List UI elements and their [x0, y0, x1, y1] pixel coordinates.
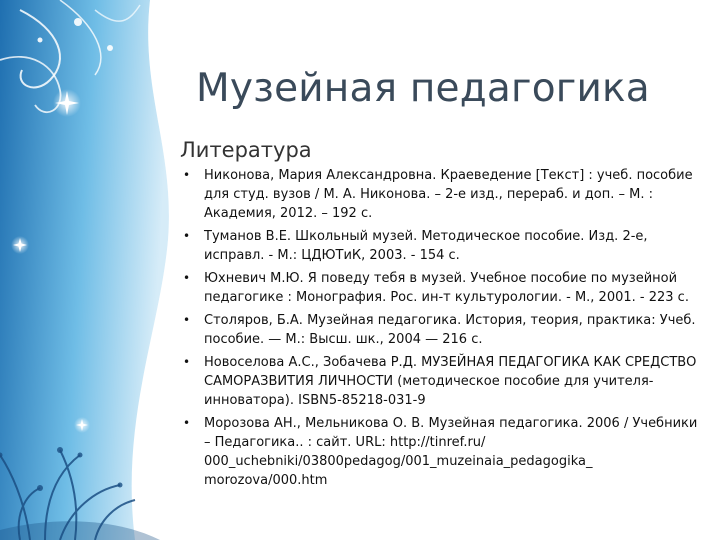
list-item: [180, 227, 700, 265]
sparkle-star-icon: [53, 89, 81, 117]
reference-list: [180, 166, 700, 494]
reference-text: Морозова АН., Мельникова О. В. Музейная педагогика. 2006 / Учебники – Педагогика.. : сайт. URL: http://tinref.ru/ 000_uchebniki/03800pedagog/001_muzeinaia_pedagogika_ morozova/000.htm: [204, 416, 698, 488]
reference-text: Туманов В.Е. Школьный музей. Методическое пособие. Изд. 2-е, исправл. - М.: ЦДЮТиК, 2003. - 154 с.: [204, 229, 648, 263]
bullet-icon: •: [183, 271, 191, 285]
sparkle-star-icon: [11, 236, 29, 254]
list-item: [180, 166, 700, 223]
bullet-icon: •: [183, 416, 191, 430]
bullet-icon: •: [183, 313, 191, 327]
bullet-icon: •: [183, 355, 191, 369]
list-item: [180, 269, 700, 307]
reference-text: Никонова, Мария Александровна. Краеведение [Текст] : учеб. пособие для студ. вузов / М. А. Никонова. – 2-е изд., перераб. и доп. – М. : Академия, 2012. – 192 с.: [204, 168, 693, 221]
slide-title: Музейная педагогика: [196, 66, 650, 111]
list-item: [180, 414, 700, 490]
bullet-icon: •: [183, 229, 191, 243]
bullet-icon: •: [183, 168, 191, 182]
reference-text: Новоселова А.С., Зобачева Р.Д. МУЗЕЙНАЯ ПЕДАГОГИКА КАК СРЕДСТВО САМОРАЗВИТИЯ ЛИЧНОСТИ (методическое пособие для учителя-инноватора). ISBN5-85218-031-9: [204, 355, 697, 408]
list-item: [180, 311, 700, 349]
reference-text: Столяров, Б.А. Музейная педагогика. История, теория, практика: Учеб. пособие. — М.: Высш. шк., 2004 — 216 с.: [204, 313, 696, 347]
section-subtitle: Литература: [180, 138, 312, 162]
reference-text: Юхневич М.Ю. Я поведу тебя в музей. Учебное пособие по музейной педагогике : Монография. Рос. ин-т культурологии. - М., 2001. - 223 с.: [204, 271, 689, 305]
sparkle-star-icon: [74, 417, 90, 433]
list-item: [180, 353, 700, 410]
